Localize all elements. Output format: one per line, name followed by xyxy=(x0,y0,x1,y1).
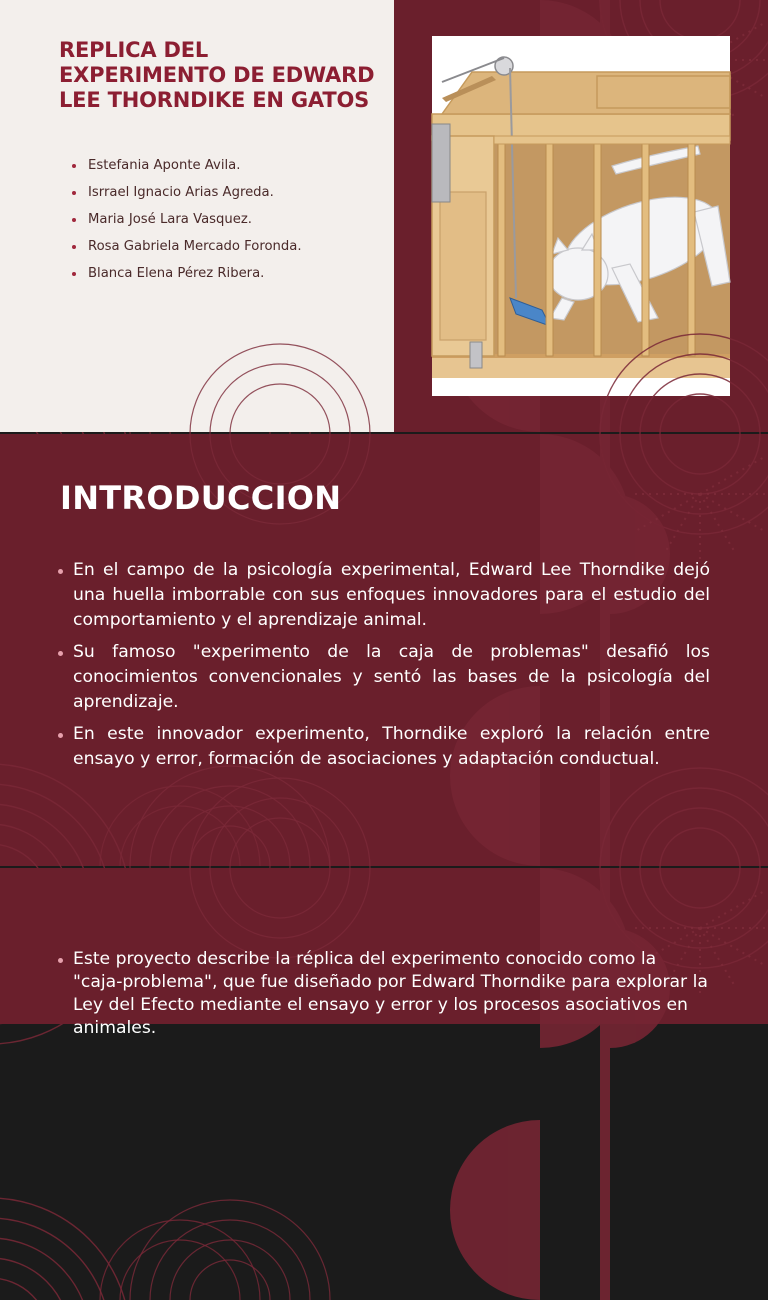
bullet-icon xyxy=(58,569,63,574)
list-item xyxy=(58,640,710,715)
author-name: Maria José Lara Vasquez. xyxy=(88,212,252,227)
slide-proyecto xyxy=(0,868,768,1038)
list-item xyxy=(58,558,710,633)
presentation-title: REPLICA DEL EXPERIMENTO DE EDWARD LEE THORNDIKE EN GATOS xyxy=(59,38,375,112)
paragraph-text: Este proyecto describe la réplica del experimento conocido como la "caja-problema", que fue diseñado por Edward Thorndike para explorar la Ley del Efecto mediante el ensayo y error y los procesos asociativos en animales. xyxy=(73,949,708,1038)
bullet-icon xyxy=(72,272,76,276)
bullet-icon xyxy=(72,164,76,168)
slide-title: INTRODUCCION xyxy=(60,479,342,517)
project-bullets xyxy=(58,948,710,1040)
author-name: Rosa Gabriela Mercado Foronda. xyxy=(88,239,302,254)
bullet-icon xyxy=(72,218,76,222)
cat-puzzle-box-image xyxy=(432,36,730,396)
slide-introduccion xyxy=(0,434,768,866)
list-item xyxy=(72,152,302,179)
puzzle-box-illustration xyxy=(432,36,730,396)
background-pattern xyxy=(0,868,768,1300)
author-name: Isrrael Ignacio Arias Agreda. xyxy=(88,185,274,200)
paragraph-text: Su famoso "experimento de la caja de problemas" desafió los conocimientos convencionales y sentó las bases de la psicología del aprendizaje. xyxy=(73,642,710,712)
list-item xyxy=(58,948,710,1040)
bullet-icon xyxy=(72,191,76,195)
bullet-icon xyxy=(58,958,63,963)
list-item xyxy=(72,179,302,206)
list-item xyxy=(72,260,302,287)
paragraph-text: En el campo de la psicología experimental, Edward Lee Thorndike dejó una huella imborrable con sus enfoques innovadores para el estudio del comportamiento y el aprendizaje animal. xyxy=(73,560,710,630)
author-name: Blanca Elena Pérez Ribera. xyxy=(88,266,265,281)
slide-title xyxy=(0,0,768,432)
title-panel xyxy=(0,0,394,432)
list-item xyxy=(72,233,302,260)
paragraph-text: En este innovador experimento, Thorndike exploró la relación entre ensayo y error, formación de asociaciones y adaptación conductual. xyxy=(73,724,710,769)
bullet-icon xyxy=(58,651,63,656)
list-item xyxy=(72,206,302,233)
intro-bullets xyxy=(58,558,710,779)
list-item xyxy=(58,722,710,772)
author-list xyxy=(72,152,302,287)
bullet-icon xyxy=(58,733,63,738)
bullet-icon xyxy=(72,245,76,249)
author-name: Estefania Aponte Avila. xyxy=(88,158,241,173)
